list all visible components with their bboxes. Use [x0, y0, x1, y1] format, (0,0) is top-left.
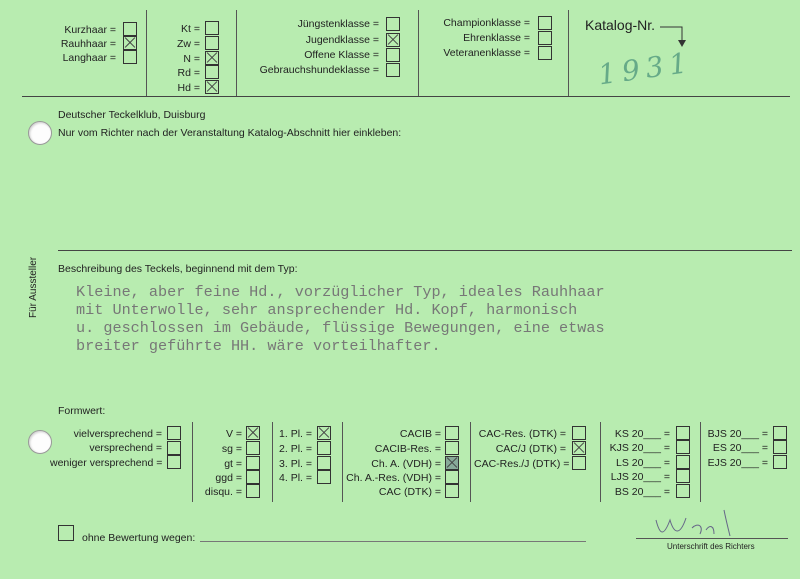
promise-checkbox[interactable] — [167, 455, 181, 469]
grade-checkbox[interactable] — [246, 441, 260, 455]
coat-label-kurzhaar: Kurzhaar = — [64, 24, 116, 36]
promise-checkbox[interactable] — [167, 426, 181, 440]
cac-label: CAC/J (DTK) = — [495, 443, 566, 455]
winner-checkbox[interactable] — [676, 426, 690, 440]
cac-label: CAC-Res./J (DTK) = — [474, 458, 570, 470]
winner-checkbox[interactable] — [676, 455, 690, 469]
grade-checkbox[interactable] — [246, 426, 260, 440]
size-checkbox[interactable] — [205, 21, 219, 35]
promise-checkbox[interactable] — [167, 441, 181, 455]
promise-label: versprechend = — [89, 442, 162, 454]
signature-line — [636, 538, 788, 539]
size-checkbox[interactable] — [205, 51, 219, 65]
size-checkbox[interactable] — [205, 65, 219, 79]
winner-label: BS 20___ = — [614, 486, 670, 498]
special-class-label: Ehrenklasse = — [463, 32, 530, 44]
sticker-note: Nur vom Richter nach der Veranstaltung Katalog-Abschnitt hier einkleben: — [58, 127, 402, 139]
judge-signature — [648, 506, 748, 540]
grade-label: ggd = — [215, 472, 242, 484]
coat-label-langhaar: Langhaar = — [62, 52, 116, 64]
title-checkbox[interactable] — [445, 470, 459, 484]
class-label: Jüngstenklasse = — [297, 18, 379, 30]
year-winner-checkbox[interactable] — [773, 440, 787, 454]
judge-signature-label: Unterschrift des Richters — [667, 542, 755, 551]
punch-hole — [28, 121, 52, 145]
description-label: Beschreibung des Teckels, beginnend mit dem Typ: — [58, 263, 298, 275]
winner-checkbox[interactable] — [676, 440, 690, 454]
separator — [58, 250, 792, 251]
title-label: Ch. A. (VDH) = — [371, 458, 441, 470]
grade-checkbox[interactable] — [246, 456, 260, 470]
divider — [342, 422, 343, 502]
placement-label: 1. Pl. = — [279, 428, 312, 440]
class-checkbox[interactable] — [386, 48, 400, 62]
title-checkbox[interactable] — [445, 456, 459, 470]
description-line: u. geschlossen im Gebäude, flüssige Bewegungen, eine etwas — [76, 319, 605, 337]
catalog-number: 1931 — [596, 45, 696, 92]
punch-hole — [28, 430, 52, 454]
year-winner-checkbox[interactable] — [773, 455, 787, 469]
coat-checkbox-langhaar[interactable] — [123, 50, 137, 64]
winner-label: KJS 20___ = — [609, 442, 670, 454]
title-checkbox[interactable] — [445, 426, 459, 440]
cac-checkbox[interactable] — [572, 441, 586, 455]
club-name: Deutscher Teckelklub, Duisburg — [58, 109, 206, 121]
no-rating-reason-line[interactable] — [200, 541, 586, 542]
formwert-label: Formwert: — [58, 405, 106, 417]
class-label: Gebrauchshundeklasse = — [259, 64, 379, 76]
divider — [568, 10, 569, 96]
class-checkbox[interactable] — [386, 17, 400, 31]
divider — [470, 422, 471, 502]
class-checkbox[interactable] — [386, 33, 400, 47]
grade-label: sg = — [221, 443, 242, 455]
cac-label: CAC-Res. (DTK) = — [478, 428, 566, 440]
winner-checkbox[interactable] — [676, 484, 690, 498]
placement-checkbox[interactable] — [317, 470, 331, 484]
class-label: Offene Klasse = — [304, 49, 379, 61]
size-label: Kt = — [181, 23, 200, 35]
size-label: N = — [183, 53, 200, 65]
title-label: Ch. A.-Res. (VDH) = — [346, 472, 441, 484]
special-class-checkbox[interactable] — [538, 46, 552, 60]
no-rating-checkbox[interactable] — [58, 525, 74, 541]
year-winner-label: EJS 20___ = — [707, 457, 768, 469]
promise-label: weniger versprechend = — [50, 457, 163, 469]
divider — [236, 10, 237, 96]
class-checkbox[interactable] — [386, 63, 400, 77]
cac-checkbox[interactable] — [572, 456, 586, 470]
winner-checkbox[interactable] — [676, 469, 690, 483]
title-label: CACIB = — [399, 428, 441, 440]
grade-label: gt = — [224, 458, 242, 470]
winner-label: LS 20___ = — [615, 457, 670, 469]
title-checkbox[interactable] — [445, 484, 459, 498]
grade-label: V = — [225, 428, 242, 440]
winner-label: LJS 20___ = — [610, 471, 670, 483]
placement-label: 2. Pl. = — [279, 443, 312, 455]
special-class-checkbox[interactable] — [538, 31, 552, 45]
special-class-label: Veteranenklasse = — [443, 47, 530, 59]
special-class-label: Championklasse = — [443, 17, 530, 29]
title-checkbox[interactable] — [445, 441, 459, 455]
winner-label: KS 20___ = — [614, 428, 670, 440]
description-line: mit Unterwolle, sehr ansprechender Hd. Kopf, harmonisch — [76, 301, 578, 319]
placement-checkbox[interactable] — [317, 441, 331, 455]
grade-checkbox[interactable] — [246, 470, 260, 484]
separator — [22, 96, 790, 97]
special-class-checkbox[interactable] — [538, 16, 552, 30]
placement-label: 3. Pl. = — [279, 458, 312, 470]
coat-checkbox-rauhhaar[interactable] — [123, 36, 137, 50]
class-label: Jugendklasse = — [305, 34, 379, 46]
year-winner-checkbox[interactable] — [773, 426, 787, 440]
promise-label: vielversprechend = — [73, 428, 162, 440]
size-label: Hd = — [177, 82, 200, 94]
grade-label: disqu. = — [204, 486, 242, 498]
side-label: Für Aussteller — [28, 256, 39, 318]
divider — [272, 422, 273, 502]
size-checkbox[interactable] — [205, 36, 219, 50]
cac-checkbox[interactable] — [572, 426, 586, 440]
year-winner-label: BJS 20___ = — [707, 428, 768, 440]
no-rating-label: ohne Bewertung wegen: — [82, 532, 196, 544]
coat-checkbox-kurzhaar[interactable] — [123, 22, 137, 36]
size-label: Zw = — [176, 38, 200, 50]
coat-label-rauhhaar: Rauhhaar = — [60, 38, 116, 50]
catalog-label: Katalog-Nr. — [585, 17, 656, 33]
divider — [192, 422, 193, 502]
divider — [600, 422, 601, 502]
year-winner-label: ES 20___ = — [712, 442, 768, 454]
title-label: CACIB-Res. = — [374, 443, 441, 455]
placement-checkbox[interactable] — [317, 426, 331, 440]
grade-checkbox[interactable] — [246, 484, 260, 498]
placement-label: 4. Pl. = — [279, 472, 312, 484]
title-label: CAC (DTK) = — [378, 486, 441, 498]
description-line: breiter geführte HH. wäre vorteilhafter. — [76, 337, 441, 355]
placement-checkbox[interactable] — [317, 456, 331, 470]
description-line: Kleine, aber feine Hd., vorzüglicher Typ, ideales Rauhhaar — [76, 283, 605, 301]
size-label: Rd = — [177, 67, 200, 79]
divider — [418, 10, 419, 96]
size-checkbox[interactable] — [205, 80, 219, 94]
divider — [146, 10, 147, 96]
